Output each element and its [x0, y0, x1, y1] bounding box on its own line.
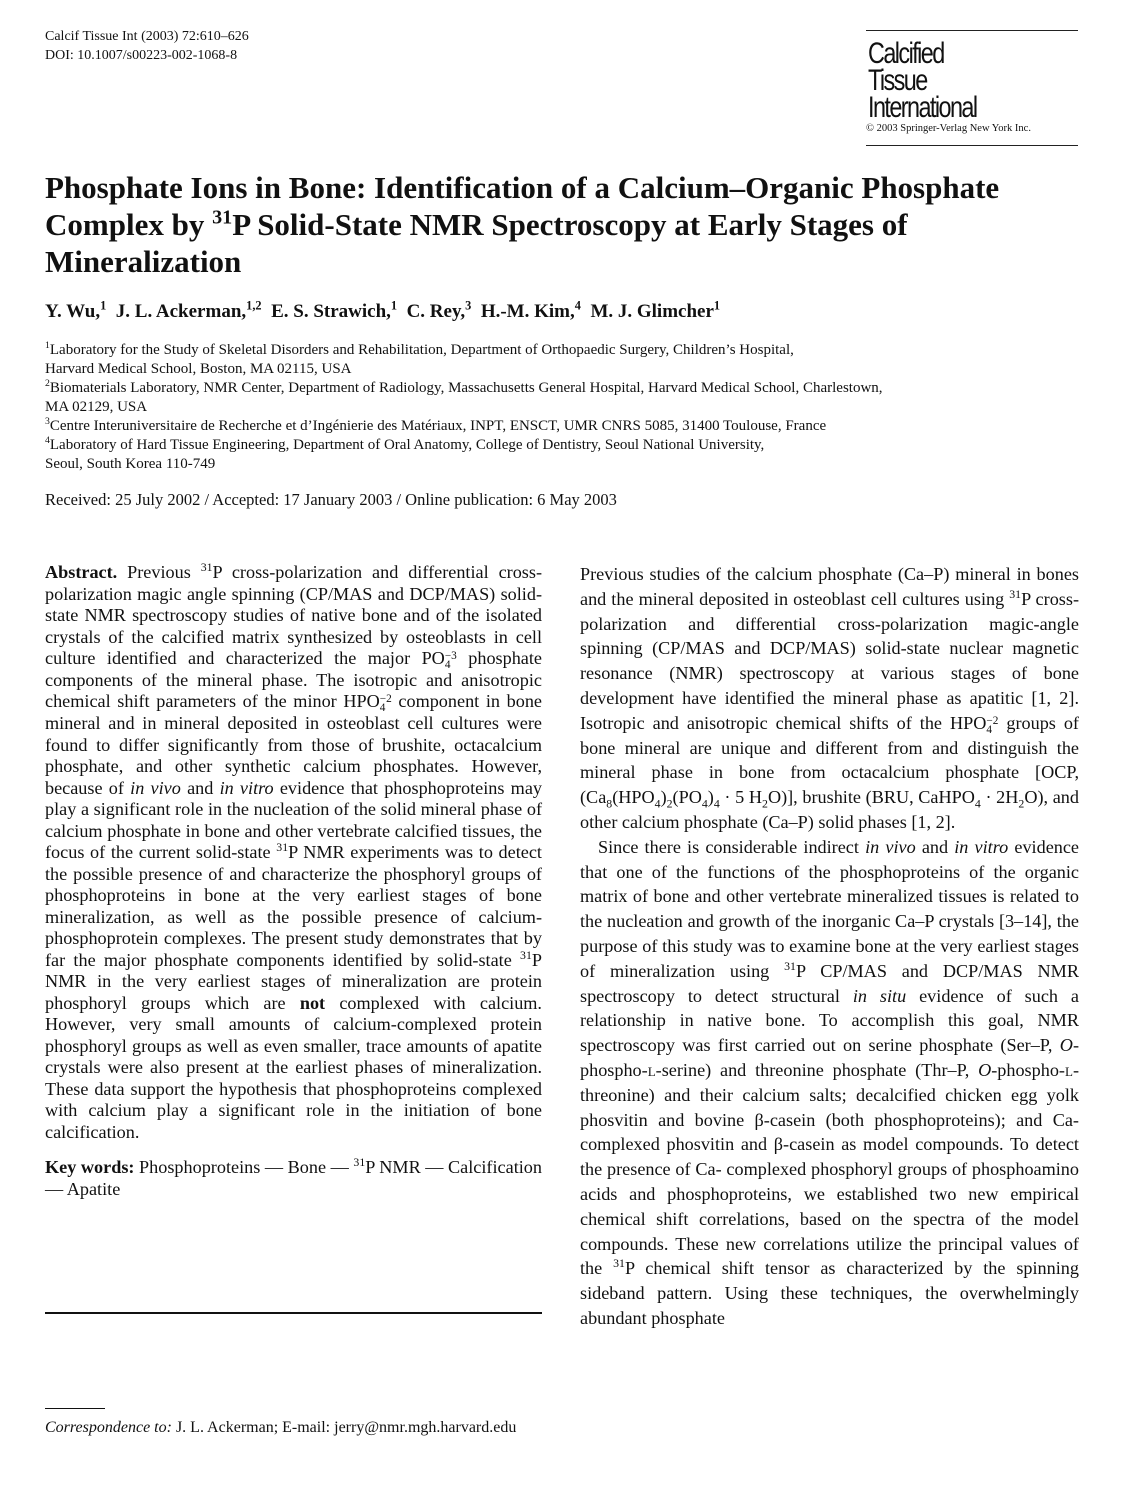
keywords: Key words: Phosphoproteins — Bone — $^{31}$P NMR — Calcification — Apatite — [45, 1155, 542, 1199]
author-list — [45, 298, 721, 323]
paper-title — [45, 169, 1085, 280]
abstract: Abstract. Previous $^{31}$P cross-polarization and differential cross-polarization magic angle spinning (CP/MAS and DCP/MAS) solid-state NMR spectroscopy studies of native bone and of the isolated crystals of the calcified matrix synthesized by osteoblasts in cell culture identified and characterized the major PO−3 4 phosphate components of the mineral phase. The isotropic and anisotropic chemical shift parameters of the minor HPO−2 4 component in bone mineral and in mineral deposited in osteoblast cell cultures were found to differ significantly from those of brushite, octacalcium phosphate, and other synthetic calcium phosphates. However, because of in vivo and in vitro evidence that phosphoproteins may play a significant role in the nucleation of the solid mineral phase of calcium phosphate in bone and other vertebrate calcified tissues, the focus of the current solid-state $^{31}$P NMR experiments was to detect the possible presence of and characterize the phosphoryl groups of phosphoproteins in bone at the very earliest stages of bone mineralization, as well as the possible presence of calcium-phosphoprotein complexes. The present study demonstrates that by far the major phosphate components identified by solid-state $^{31}$P NMR in the very earliest stages of mineralization are protein phosphoryl groups which are not complexed with calcium. However, very small amounts of calcium-complexed protein phosphoryl groups as well as even smaller, trace amounts of apatite crystals were also present at the earliest phases of mineralization. These data support the hypothesis that phosphoproteins complexed with calcium play a significant role in the initiation of bone calcification. — [45, 559, 542, 1142]
intro-paragraph-2: Since there is considerable indirect in vivo and in vitro evidence that one of the functions of the phosphoproteins of the organic matrix of bone and other vertebrate mineralized tissues is related to the nucleation and growth of the inorganic Ca–P crystals [3–14], the purpose of this study was to examine bone at the very earliest stages of mineralization using $^{31}$P CP/MAS and DCP/MAS NMR spectroscopy to detect structural in situ evidence of such a relationship in native bone. To accomplish this goal, NMR spectroscopy was first carried out on serine phosphate (Ser–P, O-phospho-l-serine) and threonine phosphate (Thr–P, O-phospho-l-threonine) and their calcium salts; decalcified chicken egg yolk phosvitin and bovine β-casein (both phosphoproteins); and Ca-complexed phosvitin and β-casein as model compounds. To detect the presence of Ca- complexed phosphoryl groups of phosphoamino acids and phosphoproteins, we established two new empirical chemical shift correlations, based on the spectra of the model compounds. These new correlations utilize the principal values of the $^{31}$P chemical shift tensor as characterized by the spinning sideband pattern. Using these techniques, the overwhelmingly abundant phosphate — [580, 836, 1080, 1328]
author: M. J. Glimcher$^1$ — [590, 298, 721, 322]
affiliation: $^2$Biomaterials Laboratory, NMR Center, Department of Radiology, Massachusetts General Hospital, Harvard Medical School, Charlestown, MA 02129, USA — [45, 378, 883, 415]
author: E. S. Strawich,$^1$ — [271, 298, 398, 322]
author: C. Rey,$^3$ — [406, 298, 472, 322]
title-sup: 31 — [212, 206, 233, 229]
title-part-1: Phosphate Ions in Bone: Identification of a Calcium–Organic Phosphate Complex by — [45, 170, 1000, 242]
affiliation: $^1$Laboratory for the Study of Skeletal Disorders and Rehabilitation, Department of Orthopaedic Surgery, Children’s Hospital, Harvard Medical School, Boston, MA 02115, USA — [45, 340, 794, 377]
logo-line-1: Calcified — [868, 37, 944, 70]
affiliation: $^4$Laboratory of Hard Tissue Engineering, Department of Oral Anatomy, College of Dentistry, Seoul National University, Seoul, South Korea 110-749 — [45, 435, 765, 472]
intro-column — [580, 562, 1079, 1331]
footnote-rule — [45, 1408, 105, 1409]
publication-dates: Received: 25 July 2002 / Accepted: 17 January 2003 / Online publication: 6 May 2003 — [45, 490, 617, 509]
affiliation: $^3$Centre Interuniversitaire de Recherche et d’Ingénierie des Matériaux, INPT, ENSCT, UMR CNRS 5085, 31400 Toulouse, France — [45, 416, 827, 434]
logo-line-3: International — [868, 91, 977, 124]
author: Y. Wu,$^1$ — [45, 298, 107, 322]
doi: DOI: 10.1007/s00223-002-1068-8 — [45, 48, 238, 63]
affiliations — [45, 341, 1085, 474]
abstract-rule — [45, 1312, 542, 1314]
correspondence: Correspondence to: J. L. Ackerman; E-mail: jerry@nmr.mgh.harvard.edu — [45, 1419, 517, 1436]
author: H.-M. Kim,$^4$ — [480, 298, 581, 322]
journal-logo — [866, 30, 1078, 146]
copyright: © 2003 Springer-Verlag New York Inc. — [866, 123, 1031, 134]
intro-paragraph-1: Previous studies of the calcium phosphate (Ca–P) mineral in bones and the mineral deposited in osteoblast cell cultures using $^{31}$P cross-polarization and differential cross-polarization magic-angle spinning (CP/MAS and DCP/MAS) solid-state nuclear magnetic resonance (NMR) spectroscopy at various stages of bone development have identified the mineral phase as apatitic [1, 2]. Isotropic and anisotropic chemical shifts of the HPO−2 4 groups of bone mineral are unique and different from and distinguish the mineral phase in bone from octacalcium phosphate [OCP, ($Ca_8(HPO_4)_2(PO_4)_4 \cdot 5$ $H_2O$)], brushite (BRU, CaHPO$_4$ · $2H_2O$), and other calcium phosphate (Ca–P) solid phases [1, 2]. — [580, 564, 1079, 832]
abstract-column — [45, 559, 542, 1200]
author: J. L. Ackerman,$^{1,2}$ — [115, 298, 262, 322]
title-part-2: P Solid-State NMR Spectroscopy at Early Stages of Mineralization — [45, 207, 908, 279]
logo-line-2: Tissue — [868, 64, 927, 97]
journal-citation: Calcif Tissue Int (2003) 72:610–626 — [45, 29, 249, 44]
